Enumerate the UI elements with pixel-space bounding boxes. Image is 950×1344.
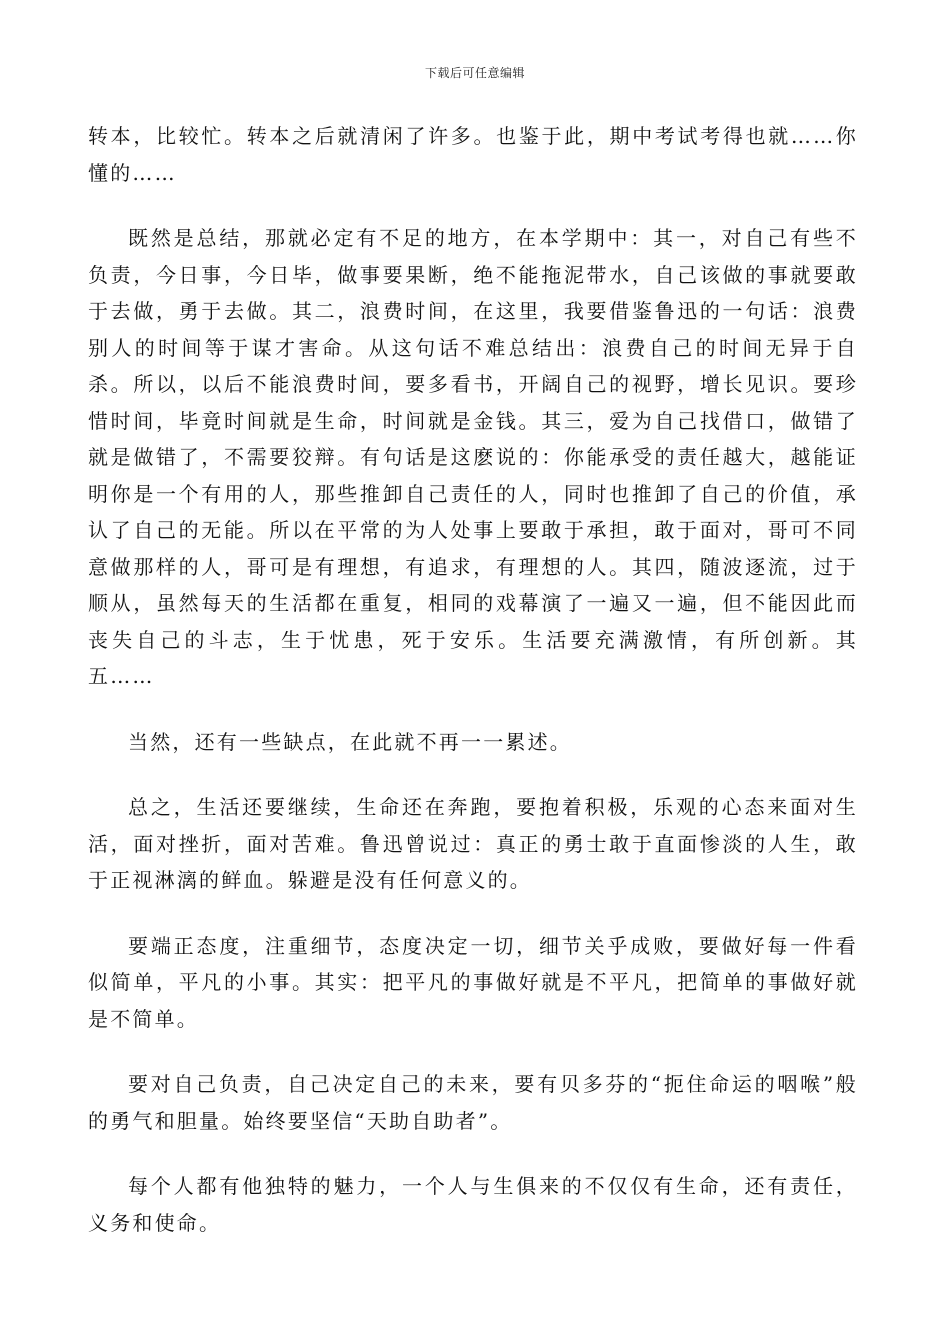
paragraph-in-summary: 总之，生活还要继续，生命还在奔跑，要抱着积极，乐观的心态来面对生活，面对挫折，面对苦难。鲁迅曾说过：真正的勇士敢于直面惨淡的人生，敢于正视淋漓的鲜血。躲避是没有任何意义的。 bbox=[88, 795, 858, 892]
paragraph-attitude: 要端正态度，注重细节，态度决定一切，细节关乎成败，要做好每一件看似简单，平凡的小事。其实：把平凡的事做好就是不平凡，把简单的事做好就是不简单。 bbox=[88, 933, 858, 1031]
paragraph-charm: 每个人都有他独特的魅力，一个人与生俱来的不仅仅有生命，还有责任，义务和使命。 bbox=[88, 1174, 858, 1235]
page-header-caption: 下载后可任意编辑 bbox=[424, 66, 525, 80]
paragraph-responsibility: 要对自己负责，自己决定自己的未来，要有贝多芬的“扼住命运的咽喉”般的勇气和胆量。始终要坚信“天助自助者”。 bbox=[88, 1072, 858, 1133]
paragraph-other-faults: 当然，还有一些缺点，在此就不再一一累述。 bbox=[128, 729, 572, 754]
paragraph-continuation: 转本，比较忙。转本之后就清闲了许多。也鉴于此，期中考试考得也就……你懂的…… bbox=[88, 124, 858, 185]
paragraph-shortcomings: 既然是总结，那就必定有不足的地方，在本学期中：其一，对自己有些不负责，今日事，今日毕，做事要果断，绝不能拖泥带水，自己该做的事就要敢于去做，勇于去做。其二，浪费时间，在这里，我要借鉴鲁迅的一句话：浪费别人的时间等于谋才害命。从这句话不难总结出：浪费自己的时间无异于自杀。所以，以后不能浪费时间，要多看书，开阔自己的视野，增长见识。要珍惜时间，毕竟时间就是生命，时间就是金钱。其三，爱为自己找借口，做错了就是做错了，不需要狡辩。有句话是这麽说的：你能承受的责任越大，越能证明你是一个有用的人，那些推卸自己责任的人，同时也推卸了自己的价值，承认了自己的无能。所以在平常的为人处事上要敢于承担，敢于面对，哥可不同意做那样的人，哥可是有理想，有追求，有理想的人。其四，随波逐流，过于顺从，虽然每天的生活都在重复，相同的戏幕演了一遍又一遍，但不能因此而丧失自己的斗志，生于忧患，死于安乐。生活要充满激情，有所创新。其五…… bbox=[88, 226, 858, 688]
document-body bbox=[88, 118, 858, 1270]
